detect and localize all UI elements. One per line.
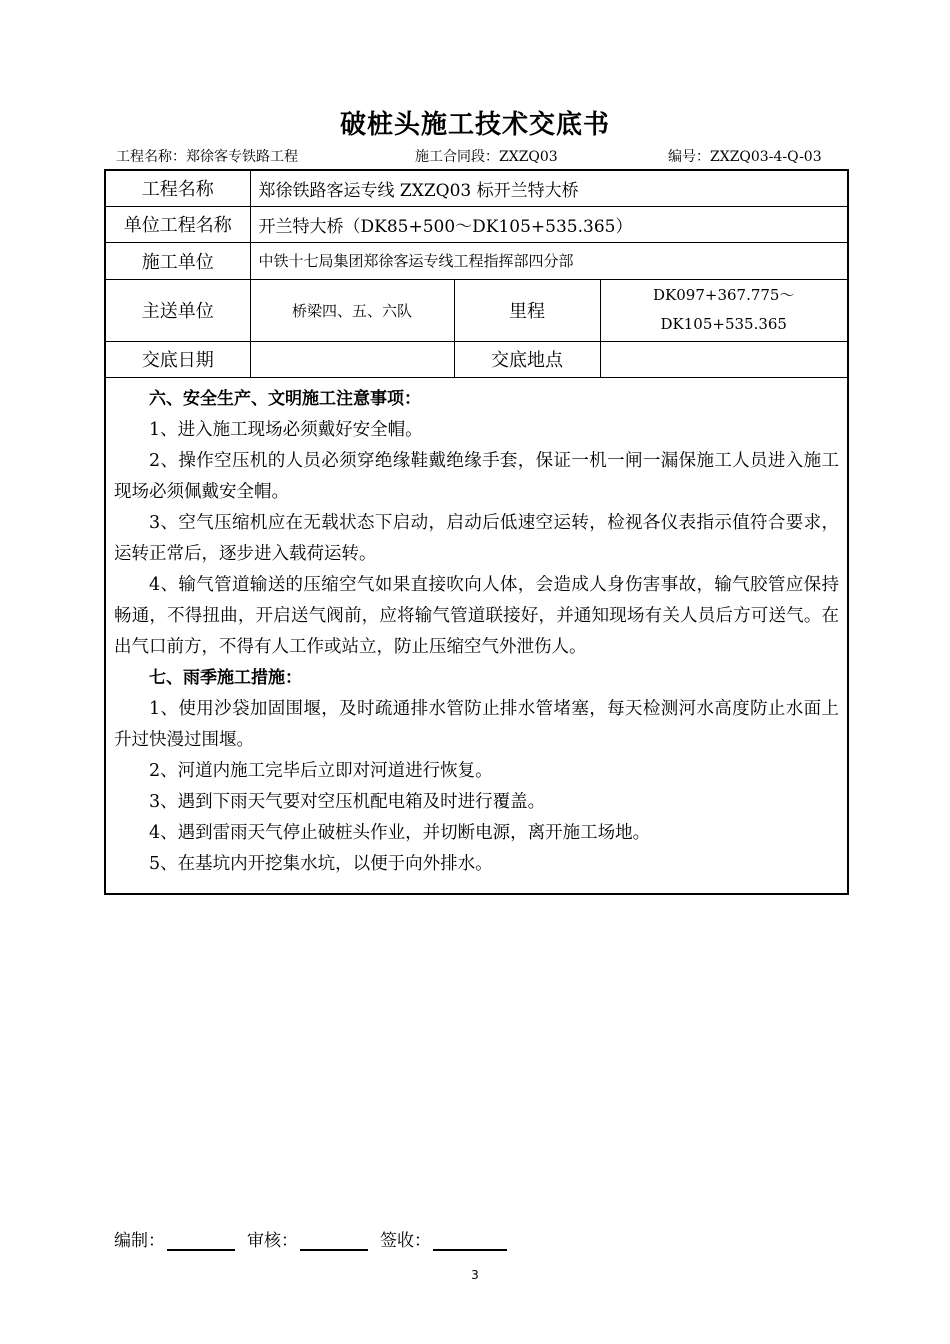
unit-project-value: 开兰特大桥（DK85+500～DK105+535.365） bbox=[250, 206, 848, 242]
received-signature-line bbox=[433, 1231, 507, 1251]
disclosure-content bbox=[105, 377, 848, 894]
section6-item: 4、输气管道输送的压缩空气如果直接吹向人体，会造成人身伤害事故，输气胶管应保持畅通，不得扭曲，开启送气阀前，应将输气管道联接好，并通知现场有关人员后方可送气。在出气口前方，不得有人工作或站立，防止压缩空气外泄伤人。 bbox=[114, 574, 840, 657]
construction-unit-value: 中铁十七局集团郑徐客运专线工程指挥部四分部 bbox=[250, 242, 848, 279]
reviewed-signature-line bbox=[300, 1231, 368, 1251]
table-row bbox=[105, 206, 848, 242]
page-number: 3 bbox=[471, 1268, 479, 1282]
contract-section-meta: 施工合同段：ZXZQ03 bbox=[415, 149, 558, 165]
mileage-value bbox=[600, 279, 848, 341]
delivery-unit-label: 主送单位 bbox=[105, 279, 250, 341]
document-title: 破桩头施工技术交底书 bbox=[339, 110, 610, 140]
document-number-meta: 编号：ZXZQ03-4-Q-03 bbox=[668, 149, 822, 165]
section7-heading: 七、雨季施工措施： bbox=[149, 667, 302, 688]
section7-item: 4、遇到雷雨天气停止破桩头作业，并切断电源，离开施工场地。 bbox=[149, 822, 651, 843]
date-value bbox=[250, 341, 454, 377]
section6-heading: 六、安全生产、文明施工注意事项： bbox=[149, 388, 421, 409]
table-row bbox=[105, 341, 848, 377]
section7-item: 1、使用沙袋加固围堰，及时疏通排水管防止排水管堵塞，每天检测河水高度防止水面上升过快漫过围堰。 bbox=[114, 698, 840, 750]
received-label: 签收： bbox=[380, 1231, 431, 1251]
location-label: 交底地点 bbox=[454, 341, 600, 377]
section7-item: 5、在基坑内开挖集水坑，以便于向外排水。 bbox=[149, 853, 493, 874]
prepared-signature-line bbox=[167, 1231, 235, 1251]
date-label: 交底日期 bbox=[105, 341, 250, 377]
table-row bbox=[105, 170, 848, 206]
mileage-label: 里程 bbox=[454, 279, 600, 341]
project-name-value: 郑徐铁路客运专线 ZXZQ03 标开兰特大桥 bbox=[250, 170, 848, 206]
signature-row bbox=[114, 1226, 519, 1251]
delivery-unit-value: 桥梁四、五、六队 bbox=[250, 279, 454, 341]
project-name-meta: 工程名称：郑徐客专铁路工程 bbox=[116, 149, 298, 165]
table-row bbox=[105, 377, 848, 894]
location-value bbox=[600, 341, 848, 377]
mileage-value-line2: DK105+535.365 bbox=[660, 315, 787, 333]
section6-item: 3、空气压缩机应在无载状态下启动，启动后低速空运转，检视各仪表指示值符合要求，运转正常后，逐步进入载荷运转。 bbox=[114, 512, 840, 564]
table-row bbox=[105, 279, 848, 341]
table-row bbox=[105, 242, 848, 279]
section7-item: 3、遇到下雨天气要对空压机配电箱及时进行覆盖。 bbox=[149, 791, 546, 812]
reviewed-label: 审核： bbox=[247, 1231, 298, 1251]
section6-item: 2、操作空压机的人员必须穿绝缘鞋戴绝缘手套，保证一机一闸一漏保施工人员进入施工现场必须佩戴安全帽。 bbox=[114, 450, 840, 502]
section7-item: 2、河道内施工完毕后立即对河道进行恢复。 bbox=[149, 760, 493, 781]
prepared-label: 编制： bbox=[114, 1231, 165, 1251]
section6-item: 1、进入施工现场必须戴好安全帽。 bbox=[149, 419, 423, 440]
disclosure-table bbox=[104, 169, 849, 895]
unit-project-label: 单位工程名称 bbox=[105, 206, 250, 242]
project-name-label: 工程名称 bbox=[105, 170, 250, 206]
mileage-value-line1: DK097+367.775～ bbox=[653, 286, 795, 304]
construction-unit-label: 施工单位 bbox=[105, 242, 250, 279]
